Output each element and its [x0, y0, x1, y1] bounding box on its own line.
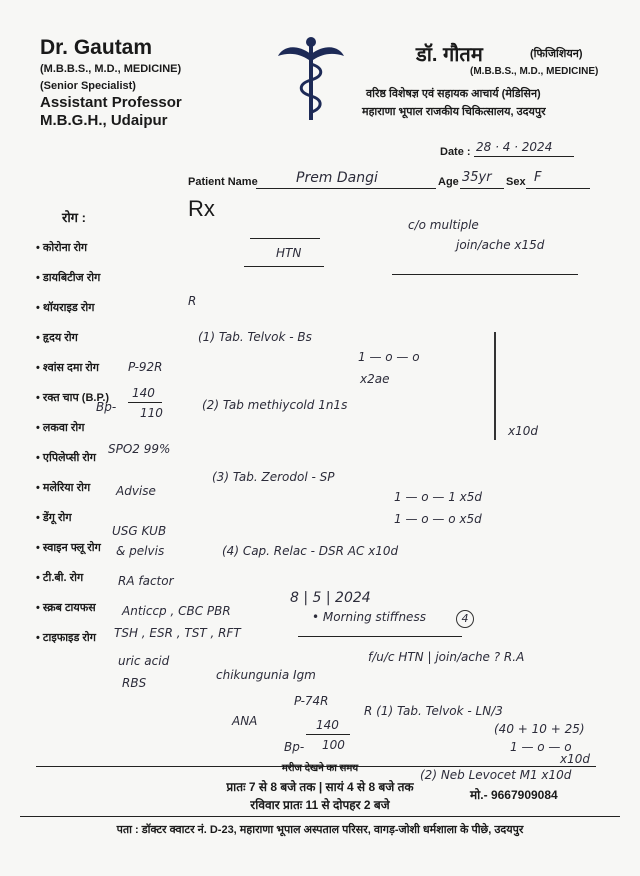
- date-label: Date :: [440, 146, 471, 158]
- hw-rbs: RBS: [122, 676, 147, 690]
- hw-usg: USG KUB: [112, 524, 167, 538]
- post-en: Assistant Professor: [40, 94, 182, 111]
- hw-p74: P-74R: [294, 694, 329, 708]
- disease-item: • एपिलेप्सी रोग: [36, 450, 96, 465]
- disease-item: • कोरोना रोग: [36, 240, 87, 255]
- caduceus-logo: [276, 36, 346, 122]
- hospital-en: M.B.G.H., Udaipur: [40, 112, 168, 129]
- hospital-hi: महाराणा भूपाल राजकीय चिकित्सालय, उदयपुर: [362, 106, 546, 118]
- hw-r1: R: [188, 294, 197, 308]
- age-line: [460, 188, 504, 189]
- hw-htn-overline: [250, 238, 320, 239]
- hw-circle4: 4: [456, 610, 474, 628]
- post-hi: वरिष्ठ विशेषज्ञ एवं सहायक आचार्य (मेडिसिन): [366, 88, 541, 100]
- hw-chik: chikungunia Igm: [216, 668, 316, 682]
- hw-dose1b: x2ae: [360, 372, 390, 386]
- hw-htn-underline: [244, 266, 324, 267]
- disease-item: • रक्त चाप (B.P.): [36, 390, 109, 405]
- hw-anticcp: Anticcp , CBC PBR: [122, 604, 231, 618]
- date-line: [474, 156, 574, 157]
- patient-name-value: Prem Dangi: [296, 170, 378, 186]
- disease-item: • स्क्रब टायफस: [36, 600, 96, 615]
- sex-line: [526, 188, 590, 189]
- hw-dose3b: 1 — o — o x5d: [394, 512, 482, 526]
- hw-morning: • Morning stiffness: [312, 610, 426, 624]
- hw-bp-den: 110: [140, 406, 163, 420]
- hw-med1: (1) Tab. Telvok - Bs: [198, 330, 312, 344]
- sex-value: F: [534, 170, 542, 185]
- hw-rx2c: 1 — o — o: [510, 740, 572, 754]
- disease-item: • टी.बी. रोग: [36, 570, 83, 585]
- senior-specialist: (Senior Specialist): [40, 80, 136, 92]
- rog-title: रोग :: [62, 210, 86, 225]
- hw-bp2-num: 140: [316, 718, 339, 732]
- hw-rx2d: x10d: [560, 752, 590, 766]
- disease-item: • श्वांस दमा रोग: [36, 360, 99, 375]
- hw-bp2-label: Bp-: [284, 740, 305, 754]
- phone-number: मो.- 9667909084: [470, 788, 558, 802]
- hw-rx2: R (1) Tab. Telvok - LN/3: [364, 704, 503, 718]
- hw-uric: uric acid: [118, 654, 170, 668]
- hw-bp2-den: 100: [322, 738, 345, 752]
- rx-symbol: Rx: [188, 196, 215, 221]
- timing-line1: प्रातः 7 से 8 बजे तक | सायं 4 से 8 बजे तक: [226, 780, 414, 794]
- hw-bp-bar: [128, 402, 162, 403]
- patient-name-label: Patient Name: [188, 176, 258, 188]
- hw-fu-underline: [298, 636, 462, 637]
- hw-rx3: (2) Neb Levocet M1 x10d: [420, 768, 572, 782]
- hw-htn: HTN: [276, 246, 302, 260]
- hw-co2: join/ache x15d: [456, 238, 545, 252]
- disease-item: • हृदय रोग: [36, 330, 78, 345]
- hw-med2: (2) Tab methiycold 1n1s: [202, 398, 348, 412]
- address-divider: [20, 816, 620, 817]
- timing-line2: रविवार प्रातः 11 से दोपहर 2 बजे: [250, 798, 390, 812]
- disease-item: • मलेरिया रोग: [36, 480, 90, 495]
- hw-bp2-bar: [306, 734, 350, 735]
- disease-item: • लकवा रोग: [36, 420, 84, 435]
- degree-en: (M.B.B.S., M.D., MEDICINE): [40, 63, 182, 75]
- specialty-hi: (फिजिशियन): [530, 48, 583, 60]
- hw-bracket: [494, 332, 496, 440]
- hw-x10d: x10d: [508, 424, 538, 438]
- address: पता : डॉक्टर क्वाटर नं. D-23, महाराणा भूपाल अस्पताल परिसर, वागड़-जोशी धर्मशाला के पीछे, उदयपुर: [116, 824, 524, 836]
- hw-ana: ANA: [232, 714, 258, 728]
- doctor-name-en: Dr. Gautam: [40, 36, 153, 59]
- disease-item: • डायबिटीज रोग: [36, 270, 100, 285]
- disease-item: • डेंगू रोग: [36, 510, 72, 525]
- hw-pulse: P-92R: [128, 360, 163, 374]
- disease-item: • थॉयराइड रोग: [36, 300, 94, 315]
- hw-advise: Advise: [116, 484, 156, 498]
- hw-dose3a: 1 — o — 1 x5d: [394, 490, 483, 504]
- hw-hftn: f/u/c HTN | join/ache ? R.A: [368, 650, 525, 664]
- hw-tsh: TSH , ESR , TST , RFT: [114, 626, 241, 640]
- sex-label: Sex: [506, 176, 526, 188]
- disease-item: • स्वाइन फ्लू रोग: [36, 540, 101, 555]
- hw-med3: (3) Tab. Zerodol - SP: [212, 470, 335, 484]
- age-value: 35yr: [462, 170, 492, 185]
- disease-item: • टाइफाइड रोग: [36, 630, 96, 645]
- hw-ra: RA factor: [118, 574, 174, 588]
- hw-rx2b: (40 + 10 + 25): [494, 722, 585, 736]
- hw-spo2: SPO2 99%: [108, 442, 171, 456]
- hw-co1: c/o multiple: [408, 218, 479, 232]
- patient-name-line: [256, 188, 436, 189]
- date-value: 28 · 4 · 2024: [476, 140, 553, 154]
- hw-pelvis: & pelvis: [116, 544, 165, 558]
- hw-dose1: 1 — o — o: [358, 350, 420, 364]
- age-label: Age: [438, 176, 459, 188]
- timing-title: मरीज देखने का समय: [281, 763, 359, 774]
- degree-hi: (M.B.B.S., M.D., MEDICINE): [470, 66, 599, 77]
- hw-co-underline: [392, 274, 578, 275]
- hw-bp-num: 140: [132, 386, 155, 400]
- hw-bp-label: Bp-: [96, 400, 117, 414]
- doctor-name-hi: डॉ. गौतम: [416, 44, 483, 66]
- hw-med4: (4) Cap. Relac - DSR AC x10d: [222, 544, 399, 558]
- hw-fu-date: 8 | 5 | 2024: [290, 590, 371, 606]
